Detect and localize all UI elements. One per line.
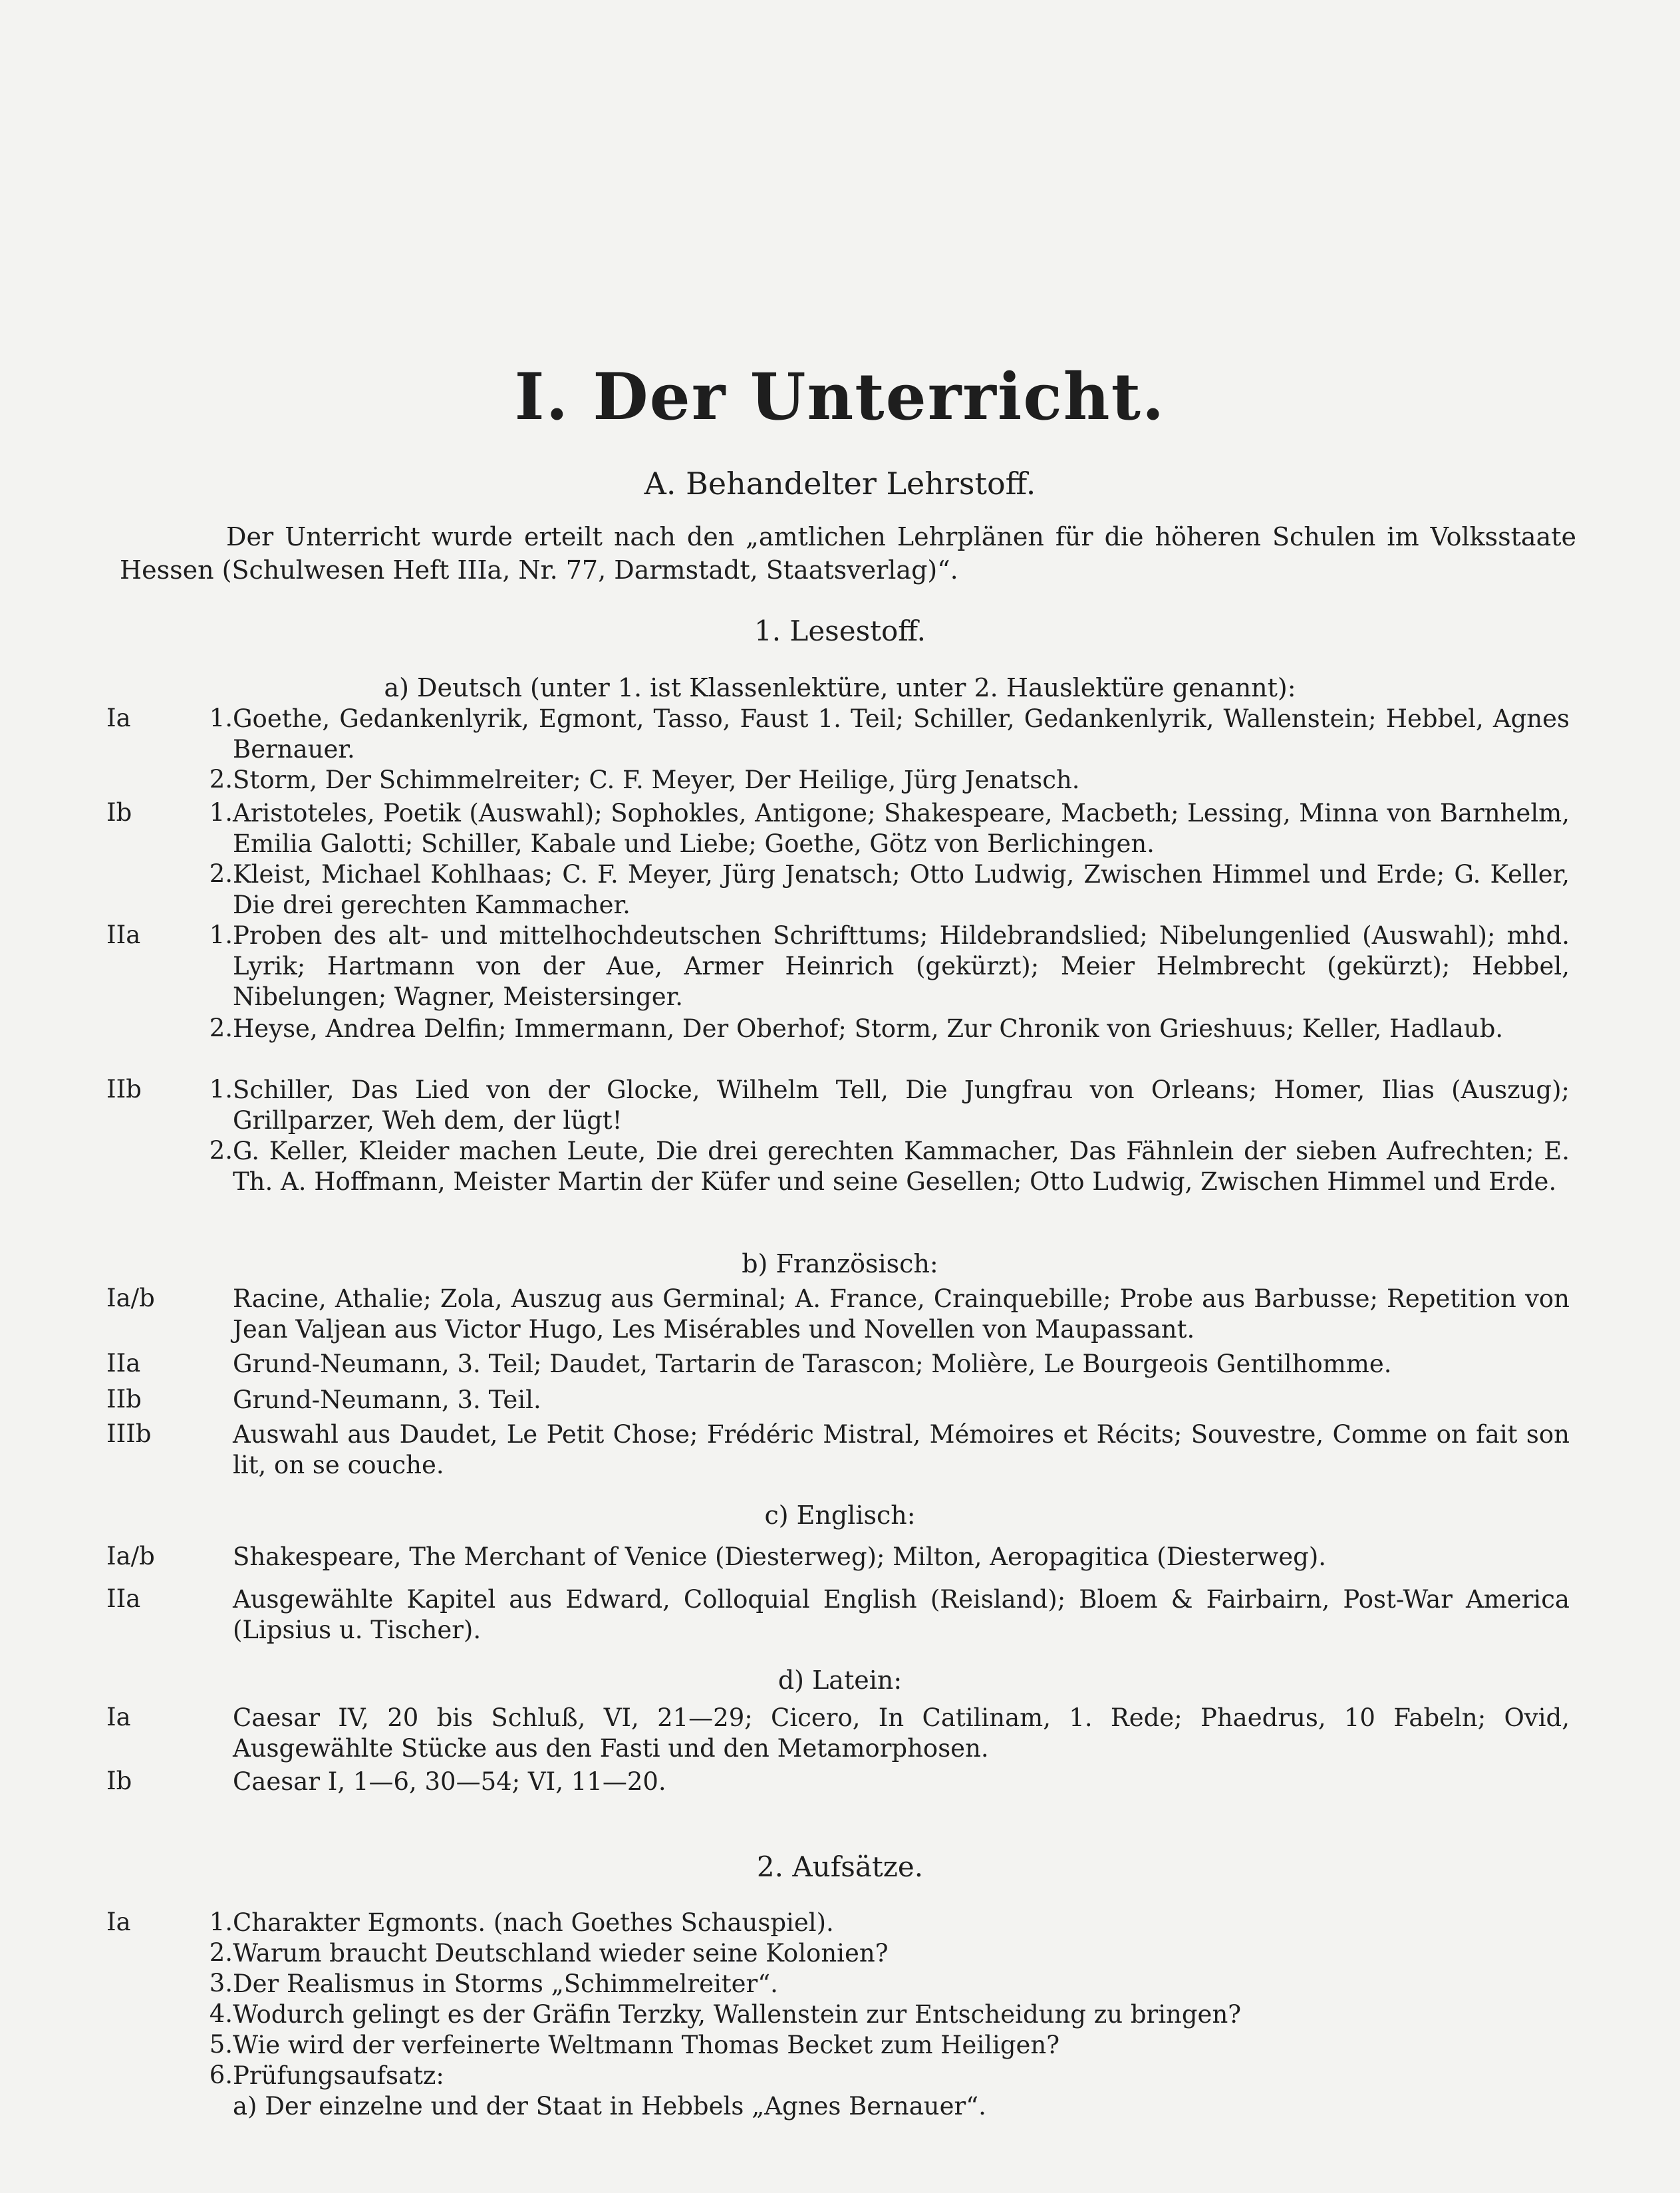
entry-number: 1.	[209, 704, 233, 732]
class-label: IIa	[106, 921, 141, 949]
deutsch-entry	[106, 765, 1576, 794]
aufsaetze-heading: 2. Aufsätze.	[756, 1850, 924, 1883]
entry-number: 2.	[209, 1014, 233, 1042]
class-label: Ib	[106, 798, 132, 827]
englisch-heading: c) Englisch:	[764, 1501, 916, 1530]
essay-item	[106, 2091, 1576, 2120]
class-label: Ia	[106, 704, 131, 732]
section-a-heading: A. Behandelter Lehrstoff.	[644, 466, 1036, 502]
essay-item	[106, 1938, 1576, 1968]
deutsch-entry	[106, 1075, 1576, 1135]
entry-text: a) Der einzelne und der Staat in Hebbels „Agnes Bernauer“.	[233, 2092, 986, 2120]
entry-text: Aristoteles, Poetik (Auswahl); Sophokles, Antigone; Shakespeare, Macbeth; Lessing, Minna von Barnhelm, Emilia Galotti; Schiller, Kabale und Liebe; Goethe, Götz von Berlichingen.	[233, 799, 1570, 858]
entry-number: 2.	[209, 765, 233, 794]
class-label: IIb	[106, 1385, 142, 1413]
essay-item	[106, 1969, 1576, 1998]
latein-heading: d) Latein:	[777, 1666, 903, 1695]
entry-text: Schiller, Das Lied von der Glocke, Wilhelm Tell, Die Jungfrau von Orleans; Homer, Ilias (Auszug); Grillparzer, Weh dem, der lügt!	[233, 1076, 1570, 1135]
entry-number: 2.	[209, 859, 233, 888]
entry-number: 2.	[209, 1136, 233, 1165]
entry-text: Prüfungsaufsatz:	[233, 2061, 444, 2090]
deutsch-entry	[106, 798, 1576, 858]
entry-number: 1.	[209, 798, 233, 827]
class-label: IIa	[106, 1584, 141, 1613]
class-label: Ia/b	[106, 1542, 155, 1570]
entry-number: 4.	[209, 1999, 233, 2028]
entry-text: Grund-Neumann, 3. Teil.	[233, 1386, 541, 1414]
franzoesisch-entry	[106, 1385, 1576, 1414]
entry-text: Heyse, Andrea Delfin; Immermann, Der Oberhof; Storm, Zur Chronik von Grieshuus; Keller, Hadlaub.	[233, 1014, 1504, 1043]
class-label: IIIb	[106, 1419, 152, 1448]
entry-text: Proben des alt- und mittelhochdeutschen Schrifttums; Hildebrandslied; Nibelungenlied (Auswahl); mhd. Lyrik; Hartmann von der Aue, Armer Heinrich (gekürzt); Meier Helmbrecht (gekürzt); Hebbel, Nibelungen; Wagner, Meistersinger.	[233, 921, 1570, 1011]
lesestoff-heading: 1. Lesestoff.	[754, 615, 926, 647]
essay-item	[106, 2030, 1576, 2059]
franzoesisch-heading: b) Französisch:	[742, 1249, 938, 1278]
class-label: IIb	[106, 1075, 142, 1103]
class-label: IIa	[106, 1349, 141, 1378]
entry-number: 1.	[209, 1908, 233, 1936]
entry-text: Wodurch gelingt es der Gräfin Terzky, Wallenstein zur Entscheidung zu bringen?	[233, 2000, 1242, 2029]
entry-text: Charakter Egmonts. (nach Goethes Schauspiel).	[233, 1908, 834, 1937]
entry-number: 6.	[209, 2061, 233, 2089]
class-label: Ia/b	[106, 1284, 155, 1312]
entry-text: Racine, Athalie; Zola, Auszug aus Germinal; A. France, Crainquebille; Probe aus Barbusse; Repetition von Jean Valjean aus Victor Hugo, Les Misérables und Novellen von Maupassant.	[233, 1284, 1570, 1344]
entry-text: Grund-Neumann, 3. Teil; Daudet, Tartarin de Tarascon; Molière, Le Bourgeois Gentilhomme.	[233, 1350, 1392, 1378]
entry-number: 1.	[209, 921, 233, 949]
entry-text: Kleist, Michael Kohlhaas; C. F. Meyer, Jürg Jenatsch; Otto Ludwig, Zwischen Himmel und Erde; G. Keller, Die drei gerechten Kammacher.	[233, 860, 1570, 919]
deutsch-heading: a) Deutsch (unter 1. ist Klassenlektüre, unter 2. Hauslektüre genannt):	[384, 673, 1296, 702]
class-label: Ib	[106, 1767, 132, 1795]
entry-text: G. Keller, Kleider machen Leute, Die drei gerechten Kammacher, Das Fähnlein der sieben Aufrechten; E. Th. A. Hoffmann, Meister Martin der Küfer und seine Gesellen; Otto Ludwig, Zwischen Himmel und Erde.	[233, 1137, 1570, 1196]
entry-number: 5.	[209, 2030, 233, 2059]
class-label: Ia	[106, 1908, 131, 1936]
entry-text: Auswahl aus Daudet, Le Petit Chose; Frédéric Mistral, Mémoires et Récits; Souvestre, Comme on fait son lit, on se couche.	[233, 1420, 1570, 1479]
entry-text: Warum braucht Deutschland wieder seine Kolonien?	[233, 1939, 889, 1968]
entry-text: Storm, Der Schimmelreiter; C. F. Meyer, Der Heilige, Jürg Jenatsch.	[233, 766, 1080, 794]
entry-number: 3.	[209, 1969, 233, 1997]
entry-text: Caesar I, 1—6, 30—54; VI, 11—20.	[233, 1767, 666, 1796]
entry-text: Wie wird der verfeinerte Weltmann Thomas Becket zum Heiligen?	[233, 2031, 1060, 2059]
essay-item	[106, 1999, 1576, 2029]
class-label: Ia	[106, 1703, 131, 1731]
englisch-entry	[106, 1584, 1576, 1644]
entry-text: Goethe, Gedankenlyrik, Egmont, Tasso, Faust 1. Teil; Schiller, Gedankenlyrik, Wallenstein; Hebbel, Agnes Bernauer.	[233, 704, 1570, 764]
intro-paragraph: Der Unterricht wurde erteilt nach den „amtlichen Lehrplänen für die höheren Schulen im Volksstaate Hessen (Schulwesen Heft IIIa, Nr. 77, Darmstadt, Staatsverlag)“.	[120, 522, 1576, 585]
entry-text: Der Realismus in Storms „Schimmelreiter“.	[233, 1970, 778, 1998]
deutsch-entry	[106, 1136, 1576, 1196]
entry-text: Caesar IV, 20 bis Schluß, VI, 21—29; Cicero, In Catilinam, 1. Rede; Phaedrus, 10 Fabeln; Ovid, Ausgewählte Stücke aus den Fasti und den Metamorphosen.	[233, 1703, 1570, 1763]
entry-number: 1.	[209, 1075, 233, 1103]
franzoesisch-entry	[106, 1349, 1576, 1378]
page-title: I. Der Unterricht.	[514, 359, 1166, 434]
entry-number: 2.	[209, 1938, 233, 1967]
franzoesisch-entry	[106, 1419, 1576, 1479]
entry-text: Ausgewählte Kapitel aus Edward, Colloquial English (Reisland); Bloem & Fairbairn, Post-War America (Lipsius u. Tischer).	[233, 1585, 1570, 1644]
deutsch-entry	[106, 859, 1576, 919]
entry-text: Shakespeare, The Merchant of Venice (Diesterweg); Milton, Aeropagitica (Diesterweg).	[233, 1542, 1327, 1571]
